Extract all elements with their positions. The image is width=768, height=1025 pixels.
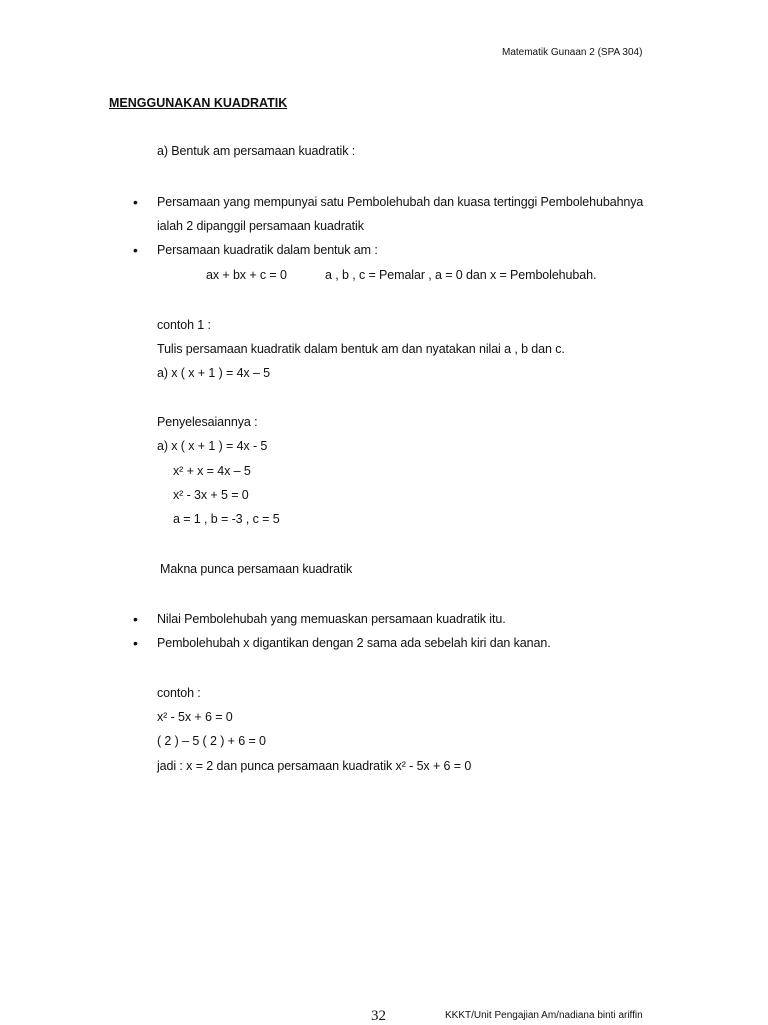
general-form-constants: a , b , c = Pemalar , a = 0 dan x = Pembolehubah. [325, 268, 597, 282]
example-line: x² - 5x + 6 = 0 [157, 710, 233, 724]
bullet-text-continuation: ialah 2 dipanggil persamaan kuadratik [157, 219, 364, 233]
section-heading-roots: Makna punca persamaan kuadratik [160, 562, 353, 576]
solution-step: x² + x = 4x – 5 [173, 464, 251, 478]
example-label: contoh 1 : [157, 318, 211, 332]
section-heading-general-form: a) Bentuk am persamaan kuadratik : [157, 144, 356, 158]
solution-step: x² - 3x + 5 = 0 [173, 488, 249, 502]
bullet-icon: • [133, 194, 138, 210]
solution-label: Penyelesaiannya : [157, 415, 258, 429]
solution-step: a) x ( x + 1 ) = 4x - 5 [157, 439, 268, 453]
page-number: 32 [371, 1008, 386, 1024]
example-line: ( 2 ) – 5 ( 2 ) + 6 = 0 [157, 734, 266, 748]
bullet-text: Pembolehubah x digantikan dengan 2 sama ada sebelah kiri dan kanan. [157, 636, 551, 650]
example-label: contoh : [157, 686, 201, 700]
bullet-icon: • [133, 611, 138, 627]
example-question: a) x ( x + 1 ) = 4x – 5 [157, 366, 271, 380]
footer-credit: KKKT/Unit Pengajian Am/nadiana binti ariffin [445, 1010, 643, 1021]
general-form-equation: ax + bx + c = 0 [206, 268, 287, 282]
bullet-text: Persamaan yang mempunyai satu Pembolehubah dan kuasa tertinggi Pembolehubahnya [157, 195, 644, 209]
solution-step: a = 1 , b = -3 , c = 5 [173, 512, 280, 526]
bullet-icon: • [133, 242, 138, 258]
example-instruction: Tulis persamaan kuadratik dalam bentuk am dan nyatakan nilai a , b dan c. [157, 342, 565, 356]
bullet-text: Nilai Pembolehubah yang memuaskan persamaan kuadratik itu. [157, 612, 506, 626]
page-title: MENGGUNAKAN KUADRATIK [109, 96, 288, 110]
running-header: Matematik Gunaan 2 (SPA 304) [502, 47, 643, 58]
example-conclusion: jadi : x = 2 dan punca persamaan kuadratik x² - 5x + 6 = 0 [157, 759, 472, 773]
bullet-text: Persamaan kuadratik dalam bentuk am : [157, 243, 378, 257]
bullet-icon: • [133, 635, 138, 651]
